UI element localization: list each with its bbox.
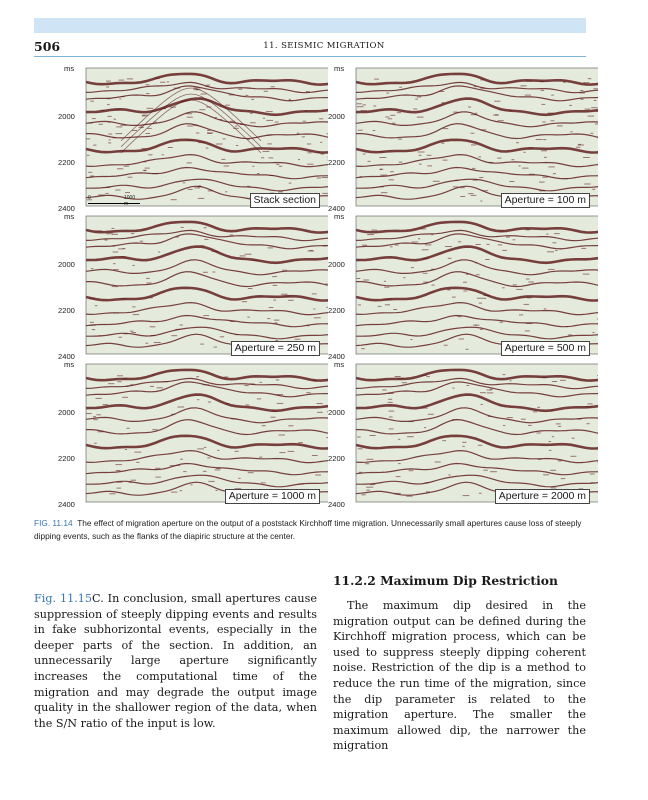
caption-text: The effect of migration aperture on the output of a poststack Kirchhoff time migration. Unnecessarily small apertures cause loss of steeply dipping events, such as the flanks of the diapiric structure at the center. (34, 518, 582, 541)
panel-label: Aperture = 500 m (501, 341, 590, 356)
axis-unit-label: ms (64, 360, 75, 369)
axis-unit-label: ms (334, 212, 345, 221)
body-left-column (34, 591, 317, 731)
header-rule (34, 56, 586, 57)
caption-tag: FIG. 11.14 (34, 518, 73, 528)
seismic-panel (58, 360, 328, 508)
axis-tick-label: 2200 (58, 306, 75, 315)
panel-label: Aperture = 250 m (231, 341, 320, 356)
axis-tick-label: 2200 (328, 454, 345, 463)
seismic-panel (328, 212, 598, 360)
panel-label: Aperture = 100 m (501, 193, 590, 208)
axis-tick-label: 2000 (58, 408, 75, 417)
seismic-panel (328, 64, 598, 212)
seismic-panel (58, 64, 328, 212)
panel-label: Aperture = 2000 m (495, 489, 590, 504)
header-band (34, 18, 586, 33)
body-left-text: . In conclusion, small apertures cause suppression of steeply dipping events and results in fake subhorizontal events, especially in the deeper parts of the section. In addition, an unnecessarily large aperture significantly increases the computational time of the migration and may degrade the output image quality in the shallower region of the data, when the S/N ratio of the input is low. (34, 592, 317, 730)
axis-tick-label: 2000 (58, 112, 75, 121)
axis-tick-label: 2000 (328, 408, 345, 417)
scale-bar: 0 1000 m (88, 202, 140, 208)
axis-tick-label: 2400 (328, 352, 345, 361)
running-title: 11. SEISMIC MIGRATION (263, 41, 385, 51)
axis-tick-label: 2200 (328, 306, 345, 315)
axis-tick-label: 2400 (328, 500, 345, 509)
axis-unit-label: ms (334, 64, 345, 73)
axis-tick-label: 2000 (328, 260, 345, 269)
axis-tick-label: 2000 (58, 260, 75, 269)
panel-label: Stack section (250, 193, 320, 208)
axis-tick-label: 2400 (328, 204, 345, 213)
panel-label: Aperture = 1000 m (225, 489, 320, 504)
axis-tick-label: 2200 (58, 454, 75, 463)
axis-unit-label: ms (64, 64, 75, 73)
seismic-panel (328, 360, 598, 508)
axis-tick-label: 2400 (58, 352, 75, 361)
axis-unit-label: ms (334, 360, 345, 369)
axis-tick-label: 2200 (328, 158, 345, 167)
figure-caption (34, 517, 590, 543)
body-right-column: The maximum dip desired in the migration output can be defined during the Kirchhoff migration process, which can be used to suppress steeply dipping coherent noise. Restriction of the dip is a method to reduce the run time of the migration, since the dip parameter is related to the migration aperture. The smaller the maximum allowed dip, the narrower the migration (333, 599, 586, 753)
axis-tick-label: 2200 (58, 158, 75, 167)
page-number: 506 (34, 39, 61, 54)
section-title: 11.2.2 Maximum Dip Restriction (333, 573, 558, 588)
axis-tick-label: 2400 (58, 500, 75, 509)
seismic-figure (58, 64, 598, 510)
figure-reference-link[interactable]: Fig. 11.15C (34, 592, 101, 605)
axis-tick-label: 2000 (328, 112, 345, 121)
axis-tick-label: 2400 (58, 204, 75, 213)
axis-unit-label: ms (64, 212, 75, 221)
seismic-panel (58, 212, 328, 360)
